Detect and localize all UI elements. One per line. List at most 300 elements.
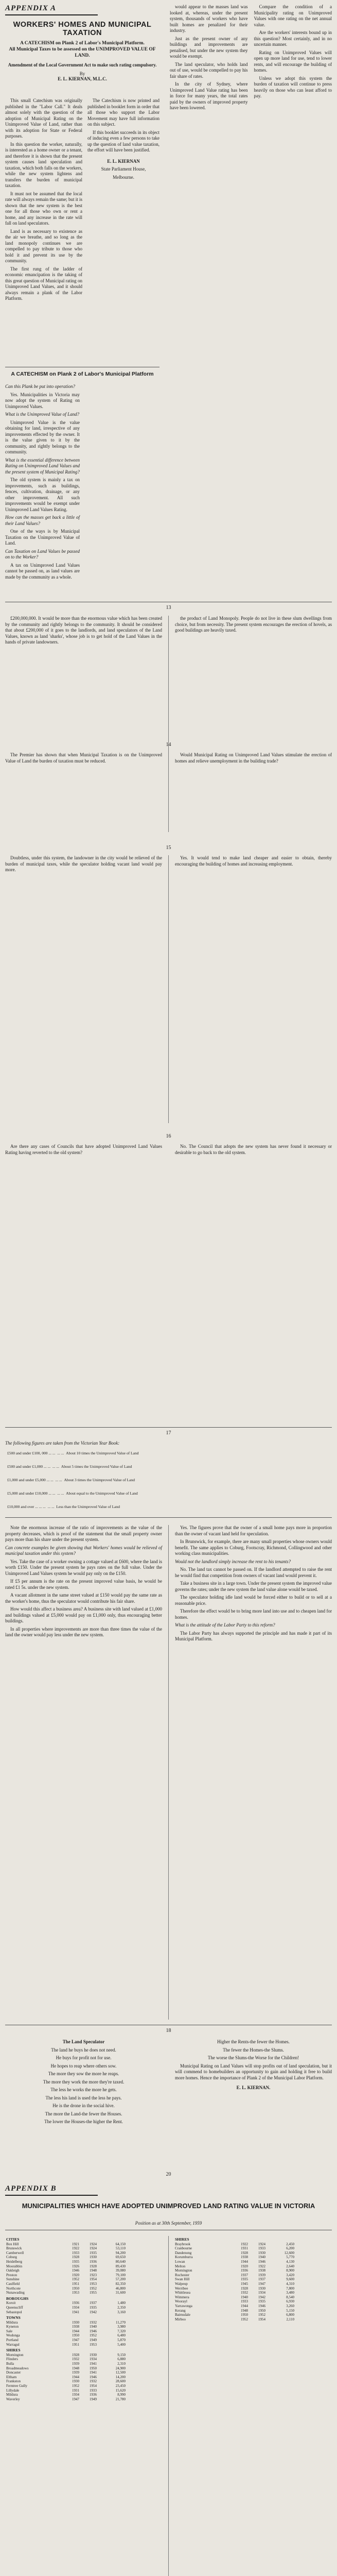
- table-row: [6, 2310, 161, 2315]
- appendix-a-subtitle-3: Amendment of the Local Government Act to make such rating compulsory.: [8, 62, 157, 67]
- group-heading: BOROUGHS: [6, 2296, 29, 2301]
- cell: 1950: [72, 2333, 79, 2338]
- cell: 1933: [258, 2246, 265, 2251]
- cell: Wimmera: [175, 2295, 189, 2299]
- body-paragraph: The land speculator, who holds land out of use, would be compelled to pay his fair share of rates.: [170, 61, 248, 79]
- cell: Woorayl: [175, 2299, 187, 2304]
- appendix-b-title: MUNICIPALITIES WHICH HAVE ADOPTED UNIMPROVED LAND RATING VALUE IN VICTORIA: [22, 2202, 315, 2210]
- cell: Braybrook: [175, 2242, 190, 2246]
- body-paragraph: Compare the condition of a Municipality rating on Unimproved Values with one rating on the net annual value.: [254, 4, 332, 27]
- cell: 1938: [72, 2325, 79, 2329]
- panel-left: [5, 855, 162, 875]
- closing-right-column: [175, 2039, 332, 2093]
- signature-place: State Parliament House,: [101, 166, 146, 172]
- appendix-a-subtitle: A CATECHISM on Plank 2 of Labor's Municipal Platform.: [20, 41, 145, 46]
- verse-title: The Land Speculator: [62, 2039, 105, 2044]
- cell: 1944: [72, 2375, 79, 2379]
- cell: Sunshine: [6, 2277, 20, 2282]
- figures-row: [7, 1504, 120, 1509]
- cell: 1930: [72, 2379, 79, 2384]
- cell: Nunawading: [6, 2291, 25, 2295]
- table-row: [6, 2393, 161, 2397]
- table-row: [6, 2375, 161, 2380]
- table-row: [6, 2320, 161, 2325]
- appendix-b-rule: [5, 2195, 98, 2196]
- table-row: [175, 2277, 329, 2282]
- table-row: [175, 2299, 329, 2304]
- signature-name: E. L. KIERNAN: [107, 158, 140, 164]
- cell: 1935: [90, 2305, 97, 2310]
- table-row: [175, 2313, 329, 2317]
- body-paragraph: Therefore the effect would be to bring more land into use and to cheapen land for homes.: [175, 1608, 332, 1620]
- cell: Box Hill: [6, 2242, 19, 2246]
- cell: 1942: [90, 2310, 97, 2314]
- cell: 1946: [258, 2259, 265, 2264]
- table-row: [175, 2291, 329, 2295]
- body-paragraph: would appear to the masses land was looked at, whereas, under the present system, thousands of workers who have built homes are penalized for their industry.: [170, 4, 248, 33]
- cell: Camberwell: [6, 2250, 24, 2255]
- answer: A tax on Unimproved Land Values cannot be passed on, as land values are made by the community as a whole.: [5, 562, 80, 580]
- body-paragraph: Just as the present owner of any buildings and improvements are penalised, but under the new system they would be exempt.: [170, 36, 248, 59]
- cell: 1950: [72, 2286, 79, 2291]
- cell: 46,800: [115, 2286, 126, 2291]
- panel-right: [175, 616, 332, 636]
- cell: 5,770: [286, 2255, 294, 2260]
- cell: 1933: [72, 2250, 79, 2255]
- figures-dots: ...: [59, 1478, 62, 1482]
- cell: 9,150: [117, 2352, 126, 2357]
- panel-right: [175, 752, 332, 766]
- appendix-a-title: WORKERS' HOMES AND MUNICIPAL TAXATION: [13, 21, 152, 37]
- body-paragraph: Yes. The figures prove that the owner of a small home pays more in proportion than the owner of vacant land held for speculation.: [175, 1525, 332, 1536]
- cell: 1930: [258, 2286, 265, 2291]
- panel-right: [175, 1144, 332, 1158]
- cell: 1932: [241, 2291, 248, 2295]
- cell: 1941: [90, 2362, 97, 2366]
- table-row: [6, 2264, 161, 2269]
- cell: 6,880: [117, 2357, 126, 2362]
- panel-text: the product of Land Monopoly. People do not live in these slum dwellings from choice, but from necessity. The present system encourages the erection of hovels, as good buildings are heavily taxed.: [175, 616, 332, 633]
- closing-signature: E. L. KIERNAN.: [236, 2085, 271, 2090]
- cell: 1940: [258, 2255, 265, 2260]
- panel-number: 14: [166, 742, 171, 748]
- table-row: [175, 2286, 329, 2291]
- intro-paragraph: In this question the worker, naturally, is interested as a home owner or a tenant, and therefore it is shown that the present system causes land speculation and taxation, which both falls on the workers, while the new system lightens and transfers the burden of municipal taxation.: [5, 141, 82, 188]
- cell: 1934: [90, 2357, 97, 2362]
- table-row: [175, 2242, 329, 2247]
- cell: 57,200: [115, 2277, 126, 2282]
- cell: 1930: [90, 2352, 97, 2357]
- table-row: [6, 2268, 161, 2273]
- table-row: [6, 2301, 161, 2306]
- table-row: [6, 2273, 161, 2278]
- cell: Frankston: [6, 2379, 21, 2384]
- figures-ratio: About 5 times the Unimproved Value of Land: [61, 1464, 132, 1469]
- cell: 12,600: [284, 2250, 294, 2255]
- cell: Cranbourne: [175, 2246, 192, 2251]
- verse-line: He is the drone in the social hive.: [52, 2103, 115, 2108]
- intro-left-column: [5, 98, 82, 304]
- cell: 2,310: [117, 2362, 126, 2366]
- verse-line: The lower the Houses-the higher the Rent.: [44, 2119, 123, 2124]
- cell: 7,800: [286, 2286, 294, 2291]
- intro-paragraph: If this booklet succeeds in its object of inducing even a few persons to take up the question of land value taxation, the effort will have been justified.: [87, 129, 159, 152]
- cell: Rochester: [175, 2273, 189, 2277]
- table-row: [175, 2246, 329, 2251]
- group-heading: SHIRES: [6, 2348, 21, 2353]
- cell: 5,150: [286, 2308, 294, 2313]
- cell: 1924: [258, 2242, 265, 2246]
- body-paragraph: If £5 per annum is the rate on the present improved value basis, he would be rated £1 5s. under the new system.: [5, 1579, 162, 1590]
- table-row: [6, 2343, 161, 2347]
- cell: 1940: [90, 2325, 97, 2329]
- table-row: [6, 2329, 161, 2334]
- cell: 1948: [90, 2268, 97, 2273]
- verse-line: He buys for profit not for use.: [56, 2055, 112, 2060]
- figures-range: £1,000 and under £5,000 ... ...: [7, 1478, 54, 1482]
- cell: 1936: [90, 2259, 97, 2264]
- table-row: [6, 2333, 161, 2338]
- panel-text: Doubtless, under this system, the landowner in the city would be relieved of the burden of municipal taxes, while the speculator holding vacant land would pay more.: [5, 855, 162, 872]
- cell: 79,100: [115, 2273, 126, 2277]
- cell: Kerang: [175, 2308, 186, 2313]
- cell: Bulla: [6, 2362, 14, 2366]
- catechism-left-column: [5, 384, 80, 582]
- table-row: [6, 2370, 161, 2375]
- cell: Northcote: [6, 2286, 21, 2291]
- cell: 1930: [90, 2255, 97, 2260]
- body-paragraph: Are the workers' interests bound up in this question? Most certainly, and in no uncertain manner.: [254, 30, 332, 47]
- figures-row: [7, 1478, 135, 1482]
- panel-text: Would Municipal Rating on Unimproved Land Values stimulate the erection of homes and relieve unemployment in the building trade?: [175, 752, 332, 764]
- table-row: [6, 2388, 161, 2393]
- cell: 1947: [72, 2338, 79, 2343]
- verse-line: The more the Land-the fewer the Houses.: [45, 2111, 122, 2116]
- cell: Flinders: [6, 2357, 18, 2362]
- column-divider: [168, 1525, 169, 2020]
- cell: 1936: [241, 2268, 248, 2273]
- cell: 1930: [258, 2250, 265, 2255]
- panel-left: [5, 616, 162, 648]
- cell: Yarrawonga: [175, 2303, 192, 2308]
- panel-number: 16: [166, 1133, 171, 1139]
- cell: Melton: [175, 2264, 186, 2268]
- upper-right-columns: [170, 4, 332, 602]
- cell: 1944: [241, 2303, 248, 2308]
- cell: 1951: [72, 2281, 79, 2286]
- figures-ratio: Less than the Unimproved Value of Land: [56, 1504, 120, 1509]
- cell: 1936: [72, 2301, 79, 2306]
- verse-line: The more they work the more they're taxed.: [43, 2079, 125, 2084]
- table-row: [6, 2325, 161, 2329]
- cell: 1950: [258, 2308, 265, 2313]
- panel-right: [175, 855, 332, 869]
- cell: 1939: [258, 2273, 265, 2277]
- cell: 1949: [90, 2338, 97, 2343]
- author: E. L. KIERNAN, M.L.C.: [58, 76, 107, 81]
- figures-range: £10,000 and over ... ... ...: [7, 1504, 46, 1509]
- cell: Walpeup: [175, 2281, 188, 2286]
- cell: 1,480: [117, 2301, 126, 2306]
- cell: 1952: [241, 2317, 248, 2321]
- intro-paragraph: The Catechism is now printed and published in booklet form in order that all those who support the Labor Movement may have full information on this subject.: [87, 98, 159, 127]
- cell: 1940: [241, 2295, 248, 2299]
- cell: 1937: [241, 2273, 248, 2277]
- table-row: [175, 2317, 329, 2322]
- panel-text: Yes. It would tend to make land cheaper and easier to obtain, thereby encouraging the building of homes and increasing employment.: [175, 855, 332, 867]
- cell: 2,450: [286, 2242, 294, 2246]
- cell: 1939: [72, 2362, 79, 2366]
- cell: 28,600: [115, 2379, 126, 2384]
- cell: 1932: [72, 2357, 79, 2362]
- cell: 94,200: [115, 2250, 126, 2255]
- cell: 14,200: [115, 2375, 126, 2379]
- cell: 1935: [241, 2277, 248, 2282]
- cell: 1948: [241, 2308, 248, 2313]
- cell: 1926: [72, 2264, 79, 2268]
- cell: 1921: [72, 2242, 79, 2246]
- cell: 1928: [72, 2352, 79, 2357]
- cell: 1955: [90, 2291, 97, 2295]
- cell: Mornington: [6, 2352, 24, 2357]
- intro-paragraph: It must not be assumed that the local rate will always remain the same; but it is shown that the new system is the best one for all those who own or rent a home, and any increase in the rate will fall on land speculators.: [5, 191, 82, 226]
- cell: Mornington: [175, 2268, 192, 2273]
- figures-range: £500 and under £1,000 ... ...: [7, 1464, 51, 1469]
- cell: Preston: [6, 2273, 17, 2277]
- cell: 82,350: [115, 2281, 126, 2286]
- verse-line: The land he buys he does not need.: [51, 2047, 116, 2053]
- cell: 8,990: [117, 2393, 126, 2397]
- cell: 1952: [90, 2333, 97, 2338]
- cell: 1937: [258, 2277, 265, 2282]
- cell: 1928: [90, 2264, 97, 2268]
- body-paragraph: How would this affect a business area? A business site with land valued at £1,000 and buildings valued at £5,000 would pay on £1,000 only, thus encouraging better buildings.: [5, 1606, 162, 1623]
- table-row: [6, 2338, 161, 2343]
- figures-dots: ...: [57, 1491, 60, 1496]
- cell: 1954: [90, 2384, 97, 2388]
- question: Can Taxation on Land Values be passed on to the Worker?: [5, 548, 80, 560]
- verse-line: Higher the Rents-the fewer the Homes.: [217, 2039, 290, 2044]
- panel-text: Are there any cases of Councils that have adopted Unimproved Land Values Rating having reverted to the old system?: [5, 1144, 162, 1155]
- column-divider: [168, 2236, 169, 2576]
- cell: Waverley: [6, 2397, 20, 2401]
- cell: 1936: [90, 2393, 97, 2397]
- table-row: [6, 2251, 161, 2256]
- cell: 1954: [258, 2317, 265, 2321]
- cell: 1945: [241, 2281, 248, 2286]
- body-paragraph: Take a business site in a large town. Under the present system the improved value governs the rates; under the new system the land value alone would be taxed.: [175, 1581, 332, 1592]
- verse-line: The fewer the Homes-the Slums.: [223, 2047, 284, 2053]
- question: Can concrete examples be given showing that Workers' homes would be relieved of municipal taxation under this system?: [5, 1545, 162, 1556]
- cell: 89,430: [115, 2264, 126, 2268]
- figures-heading: The following figures are taken from the Victorian Year Book:: [5, 1440, 120, 1446]
- figures-dots: ...: [47, 1504, 51, 1509]
- verse-line: The more they sow the more he reaps.: [48, 2071, 119, 2076]
- table-row: [6, 2260, 161, 2264]
- cell: 1950: [241, 2313, 248, 2317]
- cell: Koroit: [6, 2301, 16, 2306]
- cell: Whittlesea: [175, 2291, 190, 2295]
- body-paragraph: Rating on Unimproved Values will open up more land for use, tend to lower rents, and will encourage the building of homes.: [254, 49, 332, 73]
- cell: Mirboo: [175, 2317, 186, 2321]
- municipality-table-right: [175, 2236, 329, 2321]
- cell: Oakleigh: [6, 2268, 20, 2273]
- cell: 1923: [90, 2273, 97, 2277]
- cell: Wodonga: [6, 2333, 20, 2338]
- cell: Warragul: [6, 2342, 20, 2347]
- question: What is the attitude of the Labor Party to this reform?: [175, 1622, 275, 1628]
- cell: 2,350: [117, 2305, 126, 2310]
- page-number: 20: [166, 2172, 171, 2177]
- cell: 11,270: [116, 2320, 126, 2325]
- signature-city: Melbourne.: [113, 174, 134, 180]
- intro-right-column: [87, 98, 159, 182]
- cell: 1949: [90, 2397, 97, 2401]
- cell: Kyneton: [6, 2325, 19, 2329]
- cell: 9,600: [286, 2277, 294, 2282]
- appendix-a-rule: [5, 14, 98, 15]
- cell: 8,540: [286, 2295, 294, 2299]
- panel-number: 17: [166, 1430, 171, 1436]
- answer: One of the ways is by Municipal Taxation on the Unimproved Value of Land.: [5, 529, 80, 546]
- appendix-b-subtitle: Position as at 30th September, 1959: [135, 2221, 202, 2226]
- body-paragraph: Unless we adopt this system the burden of taxation will continue to press heavily on those who can least afford to pay.: [254, 75, 332, 98]
- panel-text: The Premier has shown that when Municipal Taxation is on the Unimproved Value of Land the burden of taxation must be reduced.: [5, 752, 162, 764]
- cell: 1931: [72, 2388, 79, 2393]
- figures-dots: ...: [61, 1491, 64, 1496]
- figures-ratio: About 10 times the Unimproved Value of Land: [66, 1451, 139, 1455]
- cell: 1937: [90, 2301, 97, 2306]
- table-row: [175, 2255, 329, 2260]
- cell: 1928: [72, 2255, 79, 2260]
- cell: Korumburra: [175, 2255, 193, 2260]
- panel-left: [5, 752, 162, 766]
- cell: 1946: [90, 2329, 97, 2333]
- body-paragraph: In all properties where improvements are more than three times the value of the land the owner would pay less under the new system.: [5, 1626, 162, 1637]
- figures-range: £500 and under £100, 000 ... ...: [7, 1451, 56, 1455]
- cell: 3,260: [286, 2303, 294, 2308]
- intro-paragraph: This small Catechism was originally published in the "Labor Call." It deals almost solely with the question of the adoption of Municipal Rating on the Unimproved Value of Land, rather than with its adoption for State or Federal purposes.: [5, 98, 82, 139]
- table-row: [175, 2309, 329, 2313]
- cell: 1932: [90, 2379, 97, 2384]
- cell: 7,320: [117, 2329, 126, 2333]
- cell: 1935: [72, 2259, 79, 2264]
- panel-number: 18: [166, 2028, 171, 2033]
- cell: 1952: [72, 2384, 79, 2388]
- cell: 6,200: [286, 2246, 294, 2251]
- appendix-a-label: APPENDIX A: [5, 4, 57, 12]
- cell: 1941: [72, 2310, 79, 2314]
- body-paragraph: Note the enormous increase of the ratio of improvements as the value of the property decreases, which is proof of the statement that the small property owner pays more than his share under the present system.: [5, 1525, 162, 1542]
- cell: 1933: [241, 2299, 248, 2304]
- cell: 8,900: [286, 2268, 294, 2273]
- cell: 5,400: [117, 2342, 126, 2347]
- appendix-b-label: APPENDIX B: [5, 2184, 57, 2193]
- cell: Dandenong: [175, 2250, 192, 2255]
- cell: 1930: [72, 2320, 79, 2325]
- cell: 2,640: [286, 2264, 294, 2268]
- table-row: [6, 2286, 161, 2291]
- cell: 1946: [258, 2303, 265, 2308]
- question: Would not the landlord simply increase the rent to his tenants?: [175, 1558, 291, 1564]
- lower-left-column: [5, 1525, 162, 1640]
- figures-dots: ...: [61, 1451, 64, 1455]
- cell: 1922: [241, 2242, 248, 2246]
- cell: 1920: [72, 2273, 79, 2277]
- cell: 53,110: [116, 2246, 126, 2251]
- cell: Bairnsdale: [175, 2313, 190, 2317]
- cell: 3,480: [286, 2291, 294, 2295]
- table-row: [6, 2362, 161, 2366]
- group-heading: CITIES: [6, 2237, 20, 2242]
- cell: 1933: [90, 2388, 97, 2393]
- cell: Brunswick: [6, 2246, 22, 2251]
- table-row: [6, 2379, 161, 2384]
- figures-dots: ...: [56, 1464, 60, 1469]
- figures-dots: ...: [57, 1451, 60, 1455]
- group-heading: TOWNS: [6, 2315, 21, 2320]
- byline: By: [79, 71, 85, 76]
- body-paragraph: A vacant allotment in the same street valued at £150 would pay the same rate as the worker's home, thus the speculator would contribute his fair share.: [5, 1592, 162, 1604]
- table-row: [6, 2291, 161, 2295]
- cell: 1947: [258, 2281, 265, 2286]
- cell: 1948: [72, 2366, 79, 2370]
- figures-ratio: About 3 times the Unimproved Value of Land: [64, 1478, 135, 1482]
- cell: 24,900: [115, 2366, 126, 2370]
- figures-row: [7, 1464, 132, 1469]
- table-row: [6, 2353, 161, 2358]
- cell: 1944: [241, 2259, 248, 2264]
- cell: Eltham: [6, 2375, 17, 2379]
- cell: 21,780: [115, 2397, 126, 2401]
- panel-text: £200,000,000. It would be more than the enormous value which has been created by the community and rightly belongs to the community. It should be considered that about £200,000 of it goes to the landlords, and land speculators of the Land Values, known as land 'sharks', whose job is to get hold of the Land Values in the hands of private landowners.: [5, 616, 162, 645]
- closing-left-column: [5, 2039, 162, 2127]
- cell: 1952: [258, 2313, 265, 2317]
- group-heading: SHIRES: [175, 2237, 189, 2242]
- panel-left: [5, 1144, 162, 1158]
- cell: 1953: [90, 2281, 97, 2286]
- table-row: [175, 2304, 329, 2309]
- cell: 1931: [241, 2246, 248, 2251]
- cell: 1946: [90, 2375, 97, 2379]
- cell: 1954: [90, 2277, 97, 2282]
- cell: 1928: [241, 2250, 248, 2255]
- intro-paragraph: Land is as necessary to existence as the air we breathe, and so long as the land monopoly continues we are compelled to pay tribute to those who hold it and prevent its use by the community.: [5, 228, 82, 263]
- table-row: [6, 2384, 161, 2388]
- answer: The old system is mainly a tax on improvements, such as buildings, fences, cultivation, drainage, or any other improvement. All such improvements would be exempt under Unimproved Land Values Rating.: [5, 477, 80, 512]
- cell: 1928: [241, 2286, 248, 2291]
- figures-dots: ...: [55, 1478, 59, 1482]
- cell: 3,160: [117, 2310, 126, 2314]
- cell: Sebastopol: [6, 2310, 22, 2314]
- cell: 6,800: [286, 2313, 294, 2317]
- table-row: [175, 2251, 329, 2256]
- panel-text: No. The Council that adopts the new system has never found it necessary or desirable to go back to the old system.: [175, 1144, 332, 1155]
- body-paragraph: Municipal Rating on Land Values will stop profits out of land speculation, but it will commend to homebuilders an opportunity to gain and holding it free to build more homes. Hence the importance of Plank 2 of the Municipal Labor Platform.: [175, 2063, 332, 2080]
- cell: Werribee: [175, 2286, 188, 2291]
- figures-ratio: About equal to the Unimproved Value of Land: [66, 1491, 138, 1496]
- cell: Lowan: [175, 2259, 185, 2264]
- cell: 1953: [90, 2342, 97, 2347]
- cell: 6,480: [117, 2333, 126, 2338]
- question: What is the essential difference between Rating on Unimproved Land Values and the present system of Municipal Rating?: [5, 457, 80, 474]
- cell: 1952: [72, 2277, 79, 2282]
- cell: 1924: [90, 2242, 97, 2246]
- cell: Swan Hill: [175, 2277, 190, 2282]
- cell: Doncaster: [6, 2370, 21, 2375]
- table-row: [175, 2260, 329, 2264]
- body-paragraph: Yes. Take the case of a worker owning a cottage valued at £600, where the land is worth £150. Under the present system he pays rates on the full value. Under the Unimproved Land Values system he would pay only on the £150.: [5, 1558, 162, 1576]
